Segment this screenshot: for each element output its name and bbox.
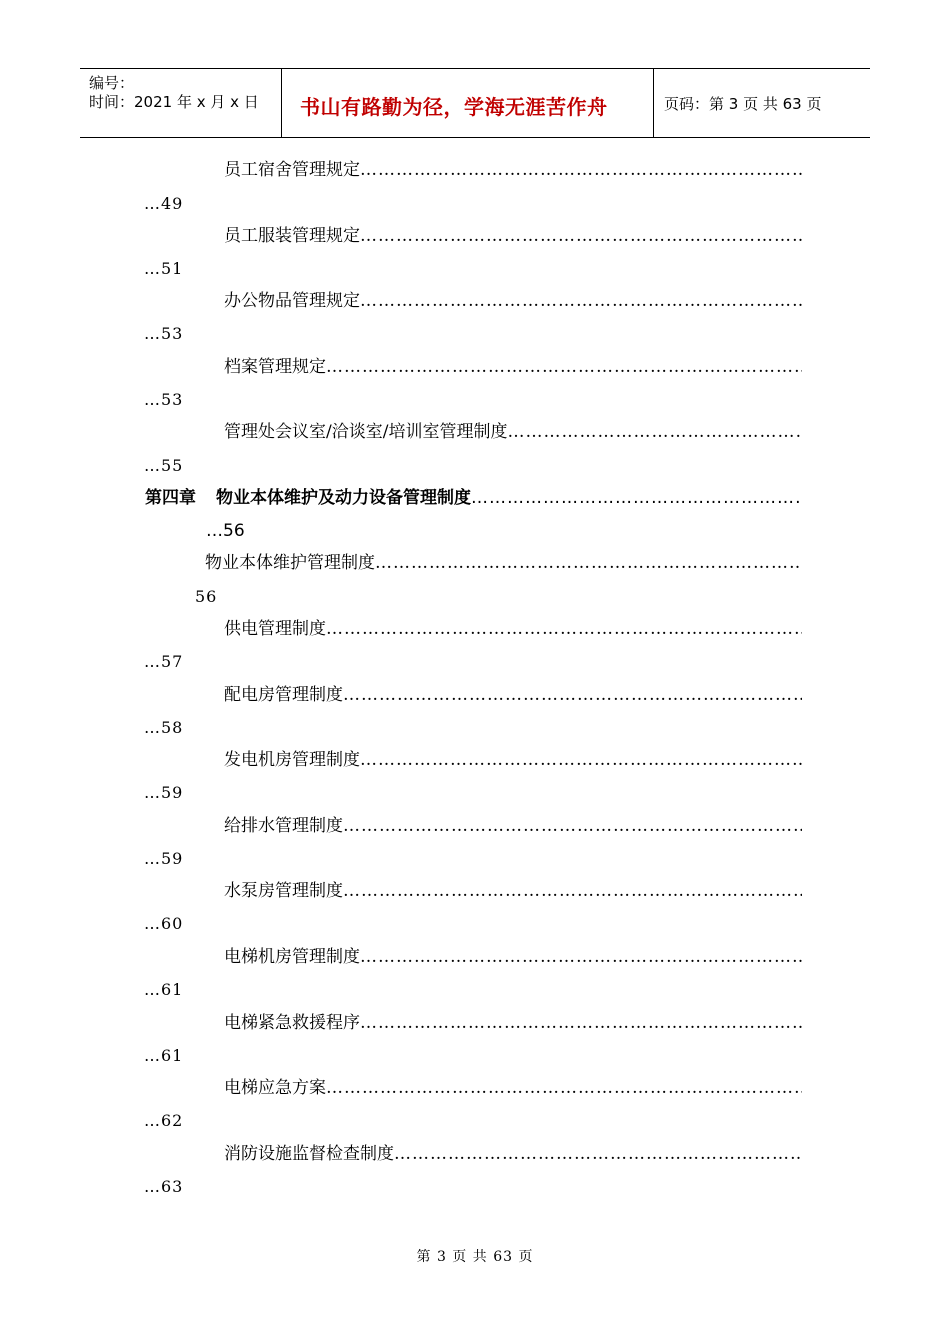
- chapter-title: 物业本体维护及动力设备管理制度: [216, 488, 471, 508]
- page-footer: 第 3 页 共 63 页: [416, 1249, 534, 1265]
- toc-leader-dots: [471, 487, 802, 509]
- toc-entry-title: 电梯机房管理制度: [224, 947, 360, 967]
- toc-entry-page: …53: [144, 324, 184, 343]
- toc-entry-title: 发电机房管理制度: [224, 750, 360, 770]
- toc-leader-dots: [360, 1012, 802, 1034]
- toc-entry-title: 消防设施监督检查制度: [224, 1144, 394, 1164]
- toc-entry: [224, 880, 802, 902]
- number-label: 编号：: [89, 74, 135, 92]
- toc-entry: [224, 1143, 802, 1165]
- toc-entry-title: 档案管理规定: [224, 357, 326, 377]
- toc-entry-title: 办公物品管理规定: [224, 291, 360, 311]
- toc-leader-dots: [343, 684, 802, 706]
- toc-leader-dots: [394, 1143, 802, 1165]
- header-motto: 书山有路勤为径，学海无涯苦作舟: [300, 95, 608, 119]
- toc-entry-page: …57: [144, 652, 184, 671]
- toc-entry-title: 管理处会议室/洽谈室/培训室管理制度: [224, 422, 508, 442]
- toc-leader-dots: [360, 946, 802, 968]
- header-right-cell: [654, 69, 870, 137]
- toc-entry-title: 物业本体维护管理制度: [205, 553, 375, 573]
- toc-entry: [224, 159, 802, 181]
- toc-entry: [224, 684, 802, 706]
- chapter-page: …56: [206, 521, 245, 541]
- toc-entry-title: 供电管理制度: [224, 619, 326, 639]
- header-left-cell: [80, 69, 282, 137]
- toc-entry: [205, 552, 802, 574]
- toc-entry: [224, 618, 802, 640]
- time-label: 时间：2021 年 x 月 x 日: [89, 93, 259, 111]
- toc-chapter-heading: [145, 487, 802, 509]
- toc-entry-title: 水泵房管理制度: [224, 881, 343, 901]
- toc-entry-page: …61: [144, 1046, 184, 1065]
- toc-entry-title: 员工服装管理规定: [224, 226, 360, 246]
- chapter-label: 第四章: [145, 488, 196, 508]
- toc-entry: [224, 749, 802, 771]
- toc-entry-page: …59: [144, 849, 184, 868]
- toc-leader-dots: [360, 749, 802, 771]
- toc-entry: [224, 815, 802, 837]
- toc-entry-page: …51: [144, 259, 184, 278]
- toc-entry: [224, 1077, 802, 1099]
- toc-leader-dots: [343, 880, 802, 902]
- toc-leader-dots: [326, 618, 802, 640]
- toc-entry: [224, 421, 802, 443]
- header-page-info: 页码：第 3 页 共 63 页: [664, 95, 822, 113]
- toc-entry-page: …55: [144, 456, 184, 475]
- toc-entry: [224, 946, 802, 968]
- toc-leader-dots: [360, 159, 802, 181]
- toc-leader-dots: [507, 421, 802, 443]
- toc-leader-dots: [360, 290, 802, 312]
- toc-entry-page: …53: [144, 390, 184, 409]
- toc-entry-page: …59: [144, 783, 184, 802]
- toc-entry-title: 电梯应急方案: [224, 1078, 326, 1098]
- toc-entry-page: …62: [144, 1111, 184, 1130]
- toc-entry-page: …63: [144, 1177, 184, 1196]
- toc-leader-dots: [326, 1077, 802, 1099]
- toc-entry-title: 电梯紧急救援程序: [224, 1013, 360, 1033]
- toc-entry-page: …58: [144, 718, 184, 737]
- toc-entry-title: 员工宿舍管理规定: [224, 160, 360, 180]
- toc-leader-dots: [360, 225, 802, 247]
- toc-leader-dots: [326, 356, 802, 378]
- toc-leader-dots: [343, 815, 802, 837]
- toc-entry-page: …61: [144, 980, 184, 999]
- header-motto-cell: [282, 69, 654, 137]
- toc-leader-dots: [375, 552, 802, 574]
- toc-entry-page: …49: [144, 194, 184, 213]
- toc-entry: [224, 290, 802, 312]
- toc-entry-title: 给排水管理制度: [224, 816, 343, 836]
- toc-entry: [224, 225, 802, 247]
- page-header: [80, 68, 870, 138]
- toc-entry-page: …60: [144, 914, 184, 933]
- toc-entry-title: 配电房管理制度: [224, 685, 343, 705]
- toc-entry-page: 56: [195, 587, 218, 606]
- toc-entry: [224, 356, 802, 378]
- toc-entry: [224, 1012, 802, 1034]
